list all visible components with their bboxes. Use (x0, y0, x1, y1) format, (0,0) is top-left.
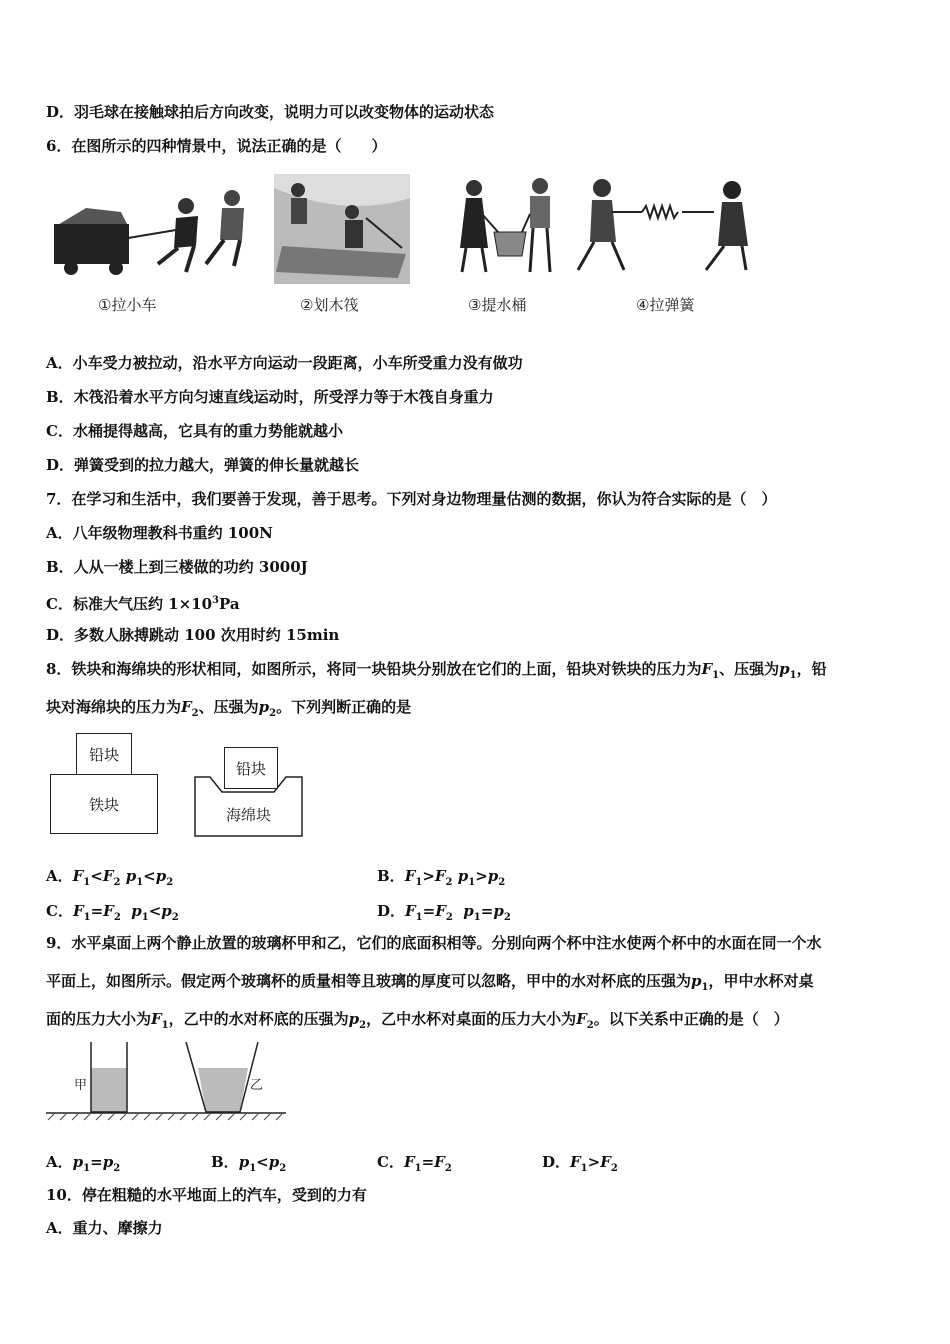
lead-block-on-iron: 铅块 (76, 733, 132, 775)
q8-stem-text: 8．铁块和海绵块的形状相同，如图所示，将同一块铅块分别放在它们的上面，铅块对铁块的压力为 (46, 660, 702, 678)
caption-spring: ④拉弹簧 (636, 296, 695, 314)
q10-stem: 10．停在粗糙的水平地面上的汽车，受到的力有 (46, 1186, 367, 1204)
q9-option-c-letter: C． (377, 1153, 404, 1171)
caption-bucket: ③提水桶 (468, 296, 527, 314)
q8-stem-text: ，铅 (796, 660, 827, 678)
q9-stem-text: 。以下关系中正确的是（ ） (593, 1010, 789, 1028)
carry-bucket-image (460, 178, 550, 272)
q6-option-b: B．木筏沿着水平方向匀速直线运动时，所受浮力等于木筏自身重力 (46, 388, 494, 406)
q8-option-d-letter: D． (377, 902, 406, 920)
q7-option-c (46, 591, 240, 614)
glass-jia-label: 甲 (74, 1078, 88, 1093)
raft-image (274, 174, 410, 284)
q6-illustrations (46, 168, 766, 298)
pull-spring-image (578, 179, 748, 270)
q9-stem-text: ，甲中水杯对桌 (708, 972, 814, 990)
q6-stem: 6．在图所示的四种情景中，说法正确的是（ ） (46, 137, 387, 155)
q9-option-a: A．$p_1=p_2$ (46, 1153, 121, 1174)
q7-option-b: B．人从一楼上到三楼做的功约 3000J (46, 558, 308, 576)
q8-stem-text: 块对海绵块的压力为 (46, 698, 182, 716)
q9-stem-text: ，乙中水杯对桌面的压力大小为 (366, 1010, 577, 1028)
q7-option-c-text: C．标准大气压约 1×10 (46, 595, 213, 613)
lead-block-on-sponge: 铅块 (224, 747, 278, 789)
q8-option-a-letter: A． (46, 867, 73, 885)
q9-stem-line1: 9．水平桌面上两个静止放置的玻璃杯甲和乙，它们的底面积相等。分别向两个杯中注水使两个杯中的水面在同一个水 (46, 934, 822, 952)
iron-block: 铁块 (50, 774, 158, 834)
q8-stem-line2: 块对海绵块的压力为$F_2$、压强为$p_2$。下列判断正确的是 (46, 698, 412, 719)
q8-option-c: C．$F_1=F_2$ $p_1<p_2$ (46, 902, 179, 923)
q5-option-d: D．羽毛球在接触球拍后方向改变，说明力可以改变物体的运动状态 (46, 103, 495, 121)
q9-option-d-letter: D． (542, 1153, 571, 1171)
q9-option-c: C．$F_1=F_2$ (377, 1153, 452, 1174)
pull-cart-image (54, 190, 244, 275)
q8-option-d: D．$F_1=F_2$ $p_1=p_2$ (377, 902, 511, 923)
q9-option-b-letter: B． (211, 1153, 239, 1171)
q8-stem-text: 。下列判断正确的是 (276, 698, 412, 716)
q10-option-a: A．重力、摩擦力 (46, 1219, 163, 1237)
q8-option-a: A．$F_1<F_2$ $p_1<p_2$ (46, 867, 174, 888)
q7-option-a: A．八年级物理教科书重约 100N (46, 524, 273, 542)
q9-option-b: B．$p_1<p_2$ (211, 1153, 287, 1174)
q7-option-d: D．多数人脉搏跳动 100 次用时约 15min (46, 626, 340, 644)
q7-option-c-exponent: 3 (212, 595, 220, 606)
q6-option-c: C．水桶提得越高，它具有的重力势能就越小 (46, 422, 343, 440)
q9-stem-text: 面的压力大小为 (46, 1010, 152, 1028)
sponge-block-label: 海绵块 (226, 806, 272, 824)
q8-option-b-letter: B． (377, 867, 405, 885)
q9-stem-line3: 面的压力大小为$F_1$，乙中的水对杯底的压强为$p_2$，乙中水杯对桌面的压力大小为$F_2$。以下关系中正确的是（ ） (46, 1010, 789, 1031)
q6-option-d: D．弹簧受到的拉力越大，弹簧的伸长量就越长 (46, 456, 360, 474)
q7-option-c-unit: Pa (219, 595, 240, 613)
caption-raft: ②划木筏 (300, 296, 359, 314)
q9-option-d: D．$F_1>F_2$ (542, 1153, 618, 1174)
q9-option-a-letter: A． (46, 1153, 73, 1171)
q7-stem: 7．在学习和生活中，我们要善于发现，善于思考。下列对身边物理量估测的数据，你认为符合实际的是（ ） (46, 490, 777, 508)
q9-stem-text: 平面上，如图所示。假定两个玻璃杯的质量相等且玻璃的厚度可以忽略，甲中的水对杯底的压强为 (46, 972, 692, 990)
q9-stem-line2: 平面上，如图所示。假定两个玻璃杯的质量相等且玻璃的厚度可以忽略，甲中的水对杯底的压强为$p_1$，甲中水杯对桌 (46, 972, 814, 993)
q8-option-c-letter: C． (46, 902, 73, 920)
q8-stem-line1: 8．铁块和海绵块的形状相同，如图所示，将同一块铅块分别放在它们的上面，铅块对铁块的压力为$F_1$、压强为$p_1$，铅 (46, 660, 827, 681)
q6-option-a: A．小车受力被拉动，沿水平方向运动一段距离，小车所受重力没有做功 (46, 354, 523, 372)
q9-stem-text: ，乙中的水对杯底的压强为 (168, 1010, 349, 1028)
caption-pull-cart: ①拉小车 (98, 296, 157, 314)
glass-yi-label: 乙 (250, 1078, 264, 1093)
q8-option-b: B．$F_1>F_2$ $p_1>p_2$ (377, 867, 506, 888)
q8-stem-text: 、压强为 (198, 698, 259, 716)
q8-stem-text: 、压强为 (719, 660, 780, 678)
